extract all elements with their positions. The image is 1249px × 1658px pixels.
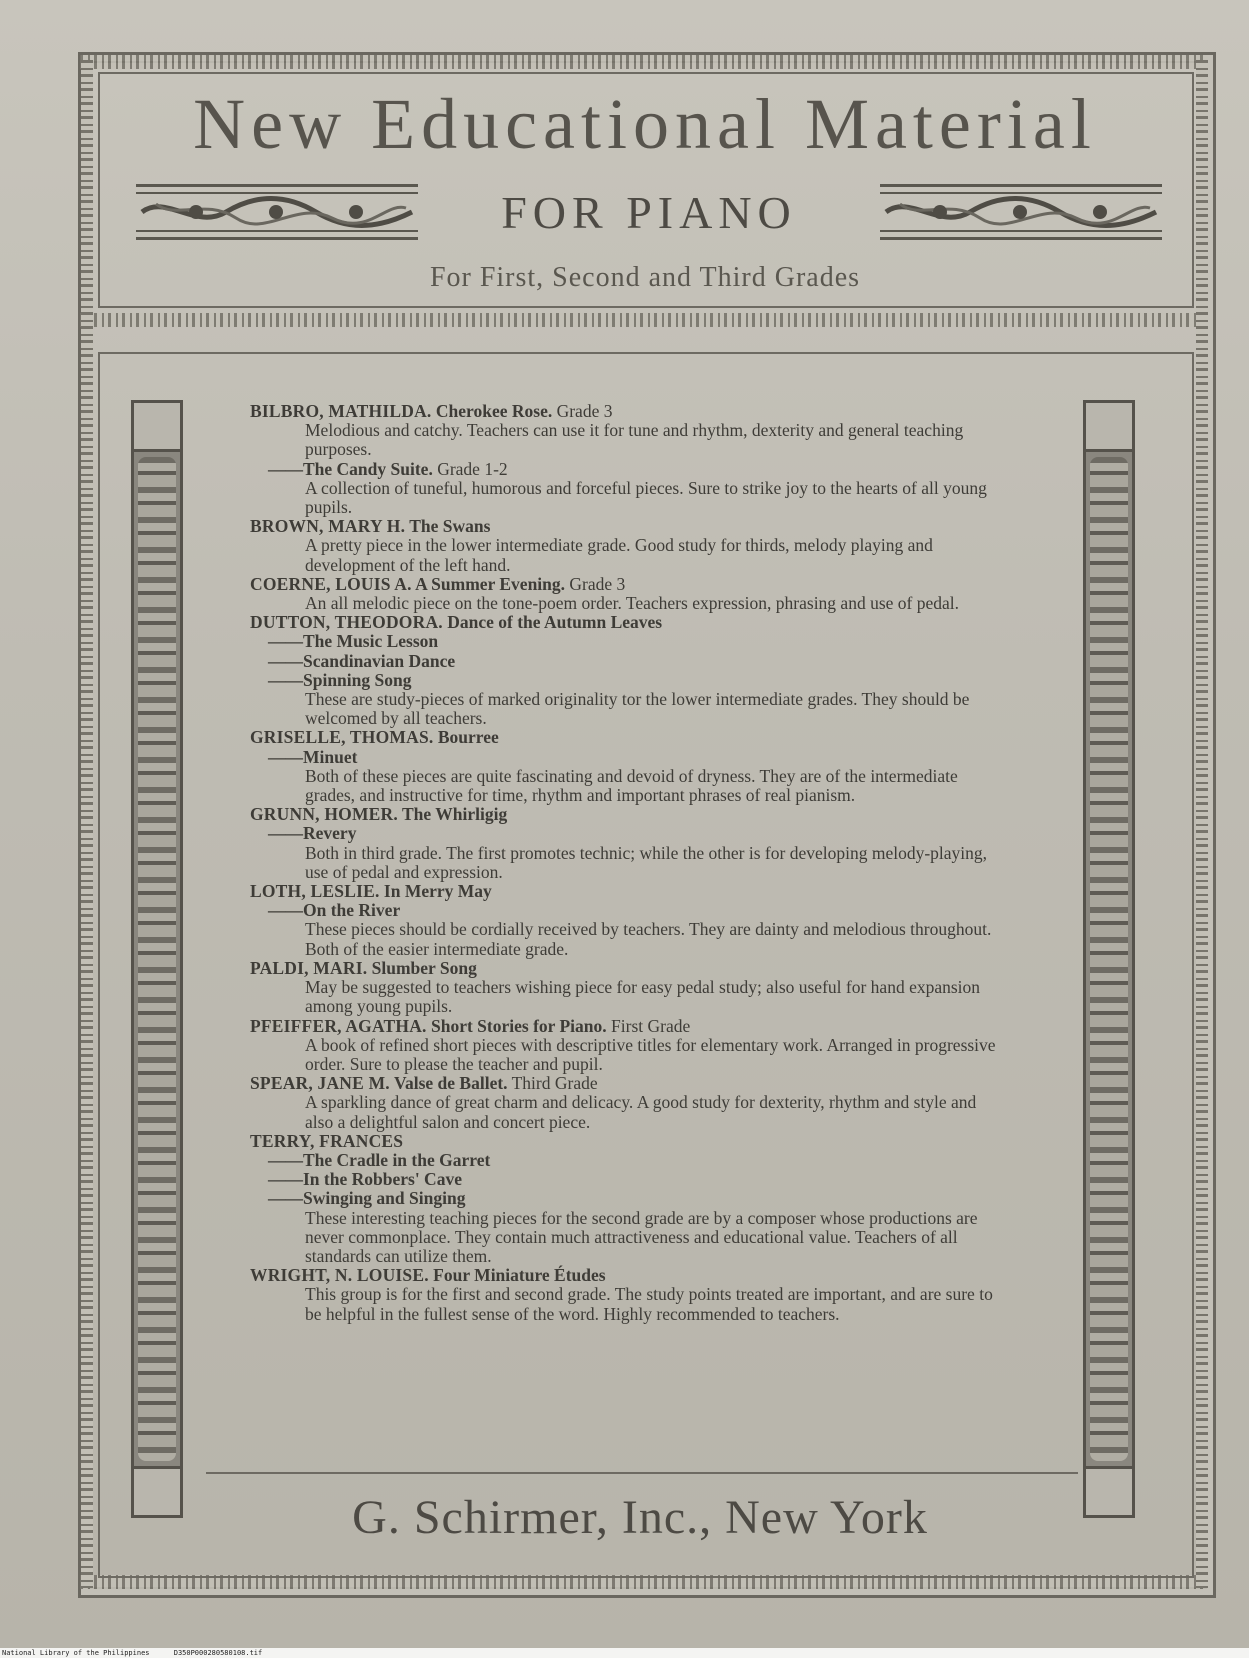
grade-label: Grade 3 bbox=[565, 573, 626, 594]
vine-ornament-icon bbox=[1090, 457, 1128, 1461]
listing-entry bbox=[250, 575, 998, 613]
entry-description: A collection of tuneful, humorous and forceful pieces. Sure to strike joy to the hearts of all young pupils. bbox=[305, 477, 987, 518]
right-greek-key-band bbox=[1196, 60, 1208, 1588]
entry-heading bbox=[250, 728, 998, 747]
flower-medallion-icon bbox=[1086, 403, 1132, 452]
entry-heading bbox=[250, 1074, 998, 1093]
flower-medallion-icon bbox=[1086, 1466, 1132, 1515]
scan-caption bbox=[0, 1648, 1249, 1658]
listing-entry bbox=[250, 1266, 998, 1324]
work-title: Four Miniature Études bbox=[428, 1265, 606, 1286]
additional-work-title: ——Swinging and Singing bbox=[268, 1188, 466, 1209]
entry-description: An all melodic piece on the tone-poem order. Teachers expression, phrasing and use of pedal. bbox=[305, 593, 960, 614]
entry-description: This group is for the first and second grade. The study points treated are important, and are sure to be helpful in the fullest sense of the word. Highly recommended to teachers. bbox=[305, 1284, 993, 1324]
listing-entry bbox=[250, 613, 998, 728]
additional-work-title: ——Revery bbox=[268, 823, 357, 844]
work-title: Slumber Song bbox=[367, 957, 477, 978]
composer-name: SPEAR, JANE M. bbox=[250, 1073, 390, 1094]
composer-name: GRUNN, HOMER. bbox=[250, 804, 398, 825]
entry-description: A sparkling dance of great charm and delicacy. A good study for dexterity, rhythm and style and also a delightful salon and concert piece. bbox=[305, 1092, 977, 1132]
additional-work-title: ——In the Robbers' Cave bbox=[268, 1169, 462, 1190]
work-title: ——The Candy Suite. bbox=[268, 458, 433, 479]
entry-heading bbox=[250, 959, 998, 978]
listing-entry bbox=[250, 805, 998, 882]
entry-description: These are study-pieces of marked originality tor the lower intermediate grades. They should be welcomed by all teachers. bbox=[305, 689, 970, 729]
work-title: In Merry May bbox=[379, 881, 492, 902]
composer-name: COERNE, LOUIS A. bbox=[250, 573, 412, 594]
grade-label: First Grade bbox=[606, 1015, 691, 1036]
listing-entry bbox=[250, 517, 998, 575]
footer-divider bbox=[206, 1472, 1078, 1474]
grade-label: Third Grade bbox=[507, 1073, 598, 1094]
work-title: The Swans bbox=[405, 516, 491, 537]
entry-description: These pieces should be cordially received by teachers. They are dainty and melodious throughout. Both of the easier intermediate grade. bbox=[305, 919, 992, 959]
left-ornamental-pillar bbox=[131, 400, 183, 1518]
composer-name: GRISELLE, THOMAS. bbox=[250, 727, 434, 748]
listing-entry bbox=[250, 882, 998, 959]
additional-work-title: ——Spinning Song bbox=[268, 669, 412, 690]
entry-heading bbox=[250, 805, 998, 824]
entry-heading bbox=[250, 613, 998, 632]
entry-heading bbox=[268, 460, 998, 479]
library-caption: National Library of the Philippines bbox=[2, 1649, 150, 1657]
additional-work-title: ——The Cradle in the Garret bbox=[268, 1149, 491, 1170]
composer-name: WRIGHT, N. LOUISE. bbox=[250, 1265, 429, 1286]
page-title: New Educational Material bbox=[193, 84, 1097, 164]
subtitle-row bbox=[136, 184, 1162, 244]
additional-work-title: ——Minuet bbox=[268, 746, 358, 767]
work-title: Valse de Ballet. bbox=[389, 1073, 508, 1094]
work-title: A Summer Evening. bbox=[411, 573, 566, 594]
entry-description: A book of refined short pieces with descriptive titles for elementary work. Arranged in progressive order. Sure to please the teacher and pupil. bbox=[305, 1034, 996, 1074]
entry-description: Both of these pieces are quite fascinating and devoid of dryness. They are of the intermediate grades, and instructive for time, rhythm and important phrases of real pianism. bbox=[305, 765, 958, 806]
entry-heading bbox=[250, 575, 998, 594]
left-greek-key-band bbox=[81, 60, 93, 1588]
composer-name: TERRY, FRANCES bbox=[250, 1130, 404, 1151]
entry-description: These interesting teaching pieces for the second grade are by a composer whose productions are never commonplace. They contain much attractiveness and educational value. Teachers of all standards can utilize them. bbox=[305, 1207, 978, 1266]
entry-description: Both in third grade. The first promotes technic; while the other is for developing melody-playing, use of pedal and expression. bbox=[305, 842, 988, 882]
entry-description: Melodious and catchy. Teachers can use it for tune and rhythm, dexterity and general teaching purposes. bbox=[305, 420, 964, 460]
flower-medallion-icon bbox=[134, 403, 180, 452]
entry-heading bbox=[250, 517, 998, 536]
entry-heading bbox=[250, 882, 998, 901]
listing-entry bbox=[250, 1074, 998, 1132]
composer-name: LOTH, LESLIE. bbox=[250, 881, 380, 902]
right-ornamental-pillar bbox=[1083, 400, 1135, 1518]
composer-name: DUTTON, THEODORA. bbox=[250, 612, 443, 633]
work-title: Short Stories for Piano. bbox=[426, 1015, 607, 1036]
work-title: Bourree bbox=[433, 727, 499, 748]
listing-entry bbox=[250, 1017, 998, 1075]
top-greek-key-band bbox=[80, 55, 1208, 69]
work-title: The Whirligig bbox=[397, 804, 508, 825]
entry-heading bbox=[250, 1132, 998, 1151]
listing-entry bbox=[250, 959, 998, 1017]
additional-work-title: ——Scandinavian Dance bbox=[268, 650, 456, 671]
entry-description: May be suggested to teachers wishing piece for easy pedal study; also useful for hand expansion among young pupils. bbox=[305, 977, 981, 1017]
composer-name: BROWN, MARY H. bbox=[250, 516, 406, 537]
work-title: Dance of the Autumn Leaves bbox=[442, 612, 663, 633]
listing-entry bbox=[250, 728, 998, 805]
listing-entry bbox=[250, 1132, 998, 1266]
additional-work-title: ——On the River bbox=[268, 900, 401, 921]
grade-label: Grade 1-2 bbox=[432, 458, 508, 479]
listing-entry bbox=[250, 402, 998, 460]
right-scroll-ornament-icon bbox=[880, 184, 1162, 240]
vine-ornament-icon bbox=[138, 457, 176, 1461]
entry-heading bbox=[250, 1266, 998, 1285]
grades-subtitle: For First, Second and Third Grades bbox=[429, 262, 861, 293]
publisher-imprint: G. Schirmer, Inc., New York bbox=[352, 1491, 928, 1544]
composer-name: PFEIFFER, AGATHA. bbox=[250, 1015, 427, 1036]
file-caption: D350P000280580108.tif bbox=[173, 1649, 263, 1657]
composer-name: BILBRO, MATHILDA. bbox=[250, 401, 432, 421]
work-title: Cherokee Rose. bbox=[431, 401, 553, 421]
middle-greek-key-band bbox=[80, 313, 1208, 327]
composer-name: PALDI, MARI. bbox=[250, 957, 368, 978]
listing-entry bbox=[250, 460, 998, 518]
entry-description: A pretty piece in the lower intermediate grade. Good study for thirds, melody playing and development of the left hand. bbox=[305, 535, 933, 575]
entry-heading bbox=[250, 1017, 998, 1036]
subtitle: FOR PIANO bbox=[501, 187, 797, 238]
composer-listing bbox=[250, 402, 998, 1324]
grade-label: Grade 3 bbox=[552, 401, 613, 421]
flower-medallion-icon bbox=[134, 1466, 180, 1515]
entry-heading bbox=[250, 402, 998, 421]
additional-work-title: ——The Music Lesson bbox=[268, 631, 439, 652]
